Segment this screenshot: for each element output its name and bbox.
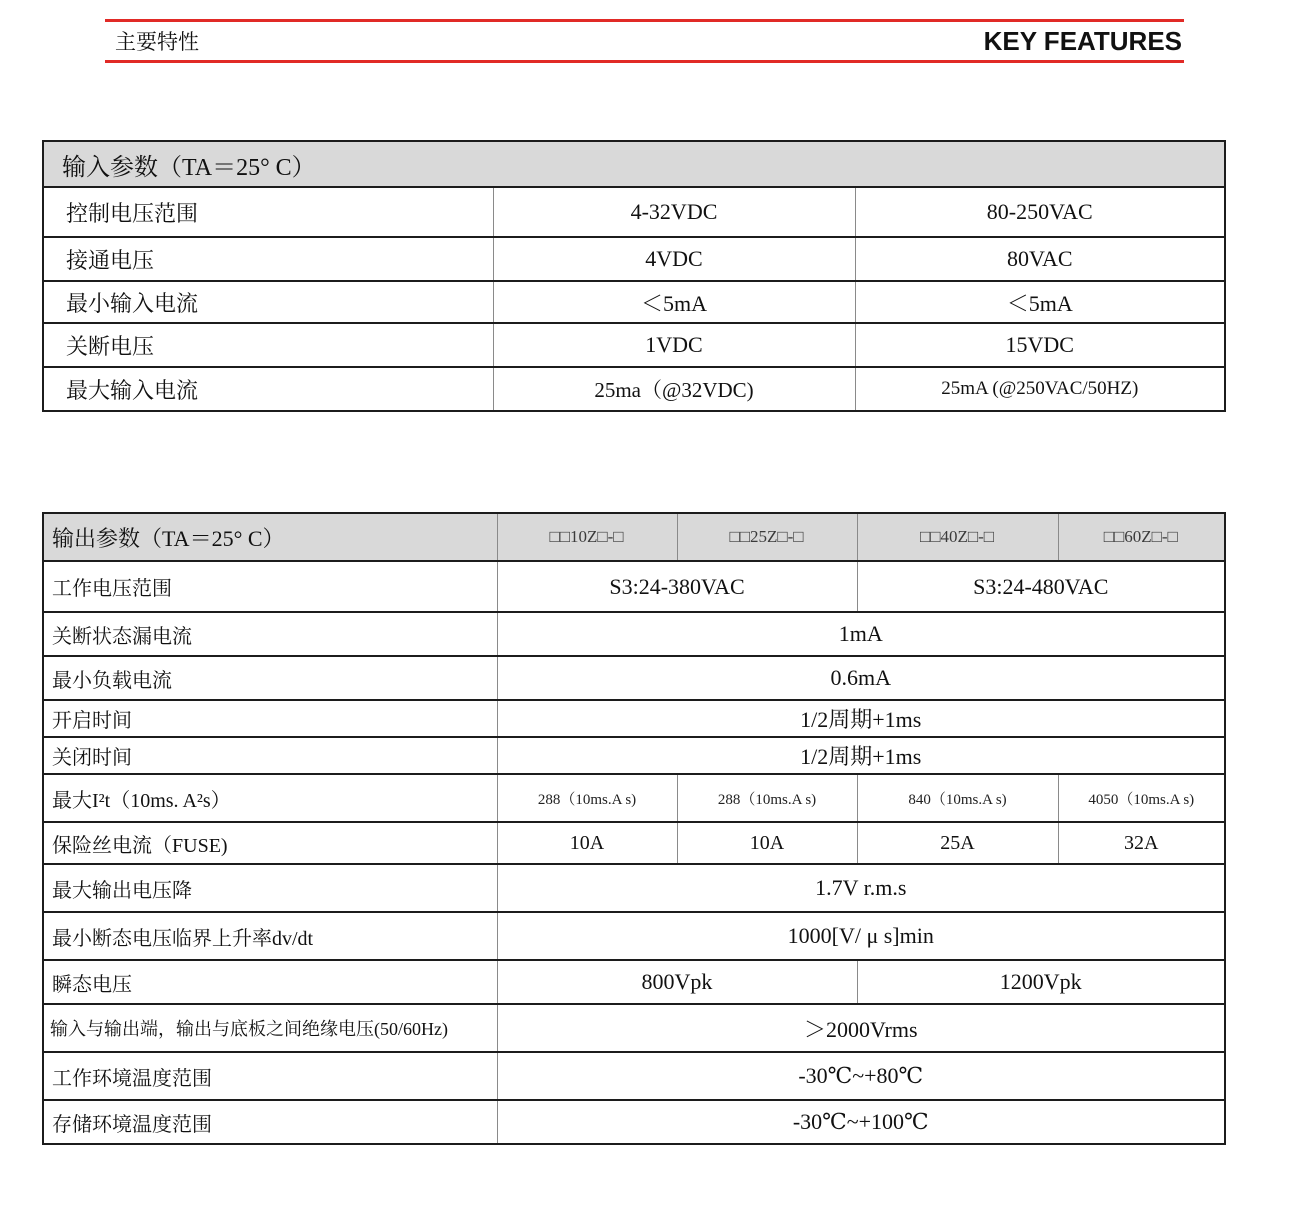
table-row [43, 187, 1225, 237]
table-row [43, 656, 1225, 700]
row-label: 关闭时间 [43, 737, 497, 774]
row-label: 接通电压 [43, 237, 493, 281]
row-value: -30℃~+100℃ [497, 1100, 1225, 1144]
row-value-10: 10A [497, 822, 677, 864]
row-label: 关断电压 [43, 323, 493, 367]
row-value: 1.7V r.m.s [497, 864, 1225, 912]
row-label: 控制电压范围 [43, 187, 493, 237]
row-label: 最小负载电流 [43, 656, 497, 700]
table-row [43, 237, 1225, 281]
input-table-header-row [43, 141, 1225, 187]
output-table-header-row [43, 513, 1225, 561]
row-value: -30℃~+80℃ [497, 1052, 1225, 1100]
row-value: 1/2周期+1ms [497, 737, 1225, 774]
table-row [43, 281, 1225, 323]
row-value-ac: 15VDC [855, 323, 1225, 367]
row-label: 存储环境温度范围 [43, 1100, 497, 1144]
row-value-ac: 25mA (@250VAC/50HZ) [855, 367, 1225, 411]
row-label: 最小断态电压临界上升率dv/dt [43, 912, 497, 960]
table-row [43, 960, 1225, 1004]
input-table-title: 输入参数（TA＝25° C） [43, 141, 1225, 187]
table-row [43, 561, 1225, 612]
section-header [105, 23, 1184, 59]
row-value-low: S3:24-380VAC [497, 561, 857, 612]
row-value: 0.6mA [497, 656, 1225, 700]
row-value-dc: 4-32VDC [493, 187, 855, 237]
row-value-ac: 80-250VAC [855, 187, 1225, 237]
row-label: 工作电压范围 [43, 561, 497, 612]
table-row [43, 367, 1225, 411]
row-label: 最大I²t（10ms. A²s） [43, 774, 497, 822]
row-value-10: 288（10ms.A s) [497, 774, 677, 822]
row-label: 最大输出电压降 [43, 864, 497, 912]
section-title-en: KEY FEATURES [983, 25, 1182, 56]
row-value-25: 288（10ms.A s) [677, 774, 857, 822]
row-value-high: S3:24-480VAC [857, 561, 1225, 612]
row-value-ac: 80VAC [855, 237, 1225, 281]
output-parameters-table [42, 512, 1226, 1145]
row-value-dc: ＜5mA [493, 281, 855, 323]
row-value-25: 10A [677, 822, 857, 864]
model-column-10: □□10Z□-□ [497, 513, 677, 561]
input-parameters-table [42, 140, 1226, 412]
row-label: 保险丝电流（FUSE) [43, 822, 497, 864]
row-label: 关断状态漏电流 [43, 612, 497, 656]
row-value-low: 800Vpk [497, 960, 857, 1004]
row-value-dc: 1VDC [493, 323, 855, 367]
table-row [43, 822, 1225, 864]
model-column-40: □□40Z□-□ [857, 513, 1058, 561]
row-value: ＞2000Vrms [497, 1004, 1225, 1052]
table-row [43, 1004, 1225, 1052]
row-label: 开启时间 [43, 700, 497, 737]
section-title-cn: 主要特性 [115, 31, 199, 54]
row-value-60: 4050（10ms.A s) [1058, 774, 1225, 822]
row-value-40: 25A [857, 822, 1058, 864]
table-row [43, 323, 1225, 367]
row-value-dc: 4VDC [493, 237, 855, 281]
row-label: 工作环境温度范围 [43, 1052, 497, 1100]
row-value-ac: ＜5mA [855, 281, 1225, 323]
row-label: 输入与输出端，输出与底板之间绝缘电压(50/60Hz) [43, 1004, 497, 1052]
row-value-60: 32A [1058, 822, 1225, 864]
bottom-red-rule [105, 60, 1184, 63]
table-row [43, 912, 1225, 960]
table-row [43, 737, 1225, 774]
row-value-40: 840（10ms.A s) [857, 774, 1058, 822]
row-value: 1/2周期+1ms [497, 700, 1225, 737]
row-label: 最小输入电流 [43, 281, 493, 323]
row-label: 瞬态电压 [43, 960, 497, 1004]
top-red-rule [105, 19, 1184, 22]
table-row [43, 1052, 1225, 1100]
row-value: 1mA [497, 612, 1225, 656]
row-label: 最大输入电流 [43, 367, 493, 411]
output-table-title: 输出参数（TA＝25° C） [43, 513, 497, 561]
table-row [43, 774, 1225, 822]
table-row [43, 864, 1225, 912]
model-column-25: □□25Z□-□ [677, 513, 857, 561]
model-column-60: □□60Z□-□ [1058, 513, 1225, 561]
table-row [43, 700, 1225, 737]
table-row [43, 1100, 1225, 1144]
row-value: 1000[V/ μ s]min [497, 912, 1225, 960]
row-value-high: 1200Vpk [857, 960, 1225, 1004]
table-row [43, 612, 1225, 656]
row-value-dc: 25ma（@32VDC) [493, 367, 855, 411]
